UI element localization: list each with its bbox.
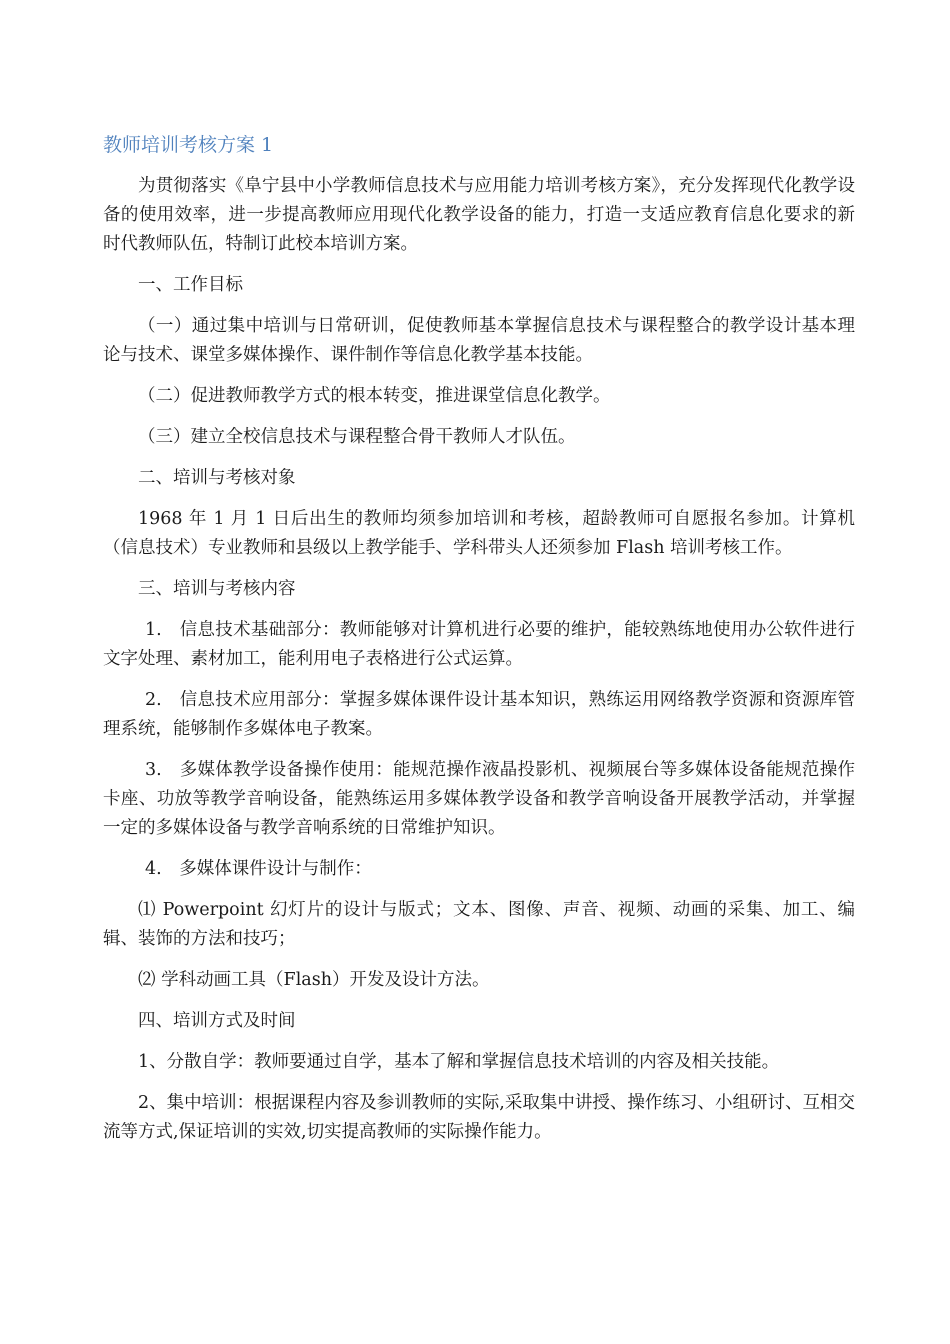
section-heading-goals: 一、工作目标 — [138, 275, 243, 295]
document-body — [103, 172, 855, 1159]
goal-item-2: （二）促进教师教学方式的根本转变，推进课堂信息化教学。 — [138, 386, 611, 406]
section-heading-targets: 二、培训与考核对象 — [138, 468, 296, 488]
content-subitem-1: ⑴ Powerpoint 幻灯片的设计与版式；文本、图像、声音、视频、动画的采集、加工、编辑、装饰的方法和技巧； — [103, 900, 855, 949]
method-item-2: 2、集中培训：根据课程内容及参训教师的实际,采取集中讲授、操作练习、小组研讨、互相交流等方式,保证培训的实效,切实提高教师的实际操作能力。 — [103, 1093, 855, 1142]
goal-item-1: （一）通过集中培训与日常研训，促使教师基本掌握信息技术与课程整合的教学设计基本理论与技术、课堂多媒体操作、课件制作等信息化教学基本技能。 — [103, 316, 855, 365]
section-heading-content: 三、培训与考核内容 — [138, 579, 296, 599]
document-title: 教师培训考核方案 1 — [103, 134, 274, 156]
content-item-1: 1. 信息技术基础部分：教师能够对计算机进行必要的维护，能较熟练地使用办公软件进行文字处理、素材加工，能利用电子表格进行公式运算。 — [103, 620, 855, 669]
content-subitem-2: ⑵ 学科动画工具（Flash）开发及设计方法。 — [138, 970, 490, 990]
method-item-1: 1、分散自学：教师要通过自学，基本了解和掌握信息技术培训的内容及相关技能。 — [138, 1052, 780, 1072]
section-heading-methods: 四、培训方式及时间 — [138, 1011, 296, 1031]
goal-item-3: （三）建立全校信息技术与课程整合骨干教师人才队伍。 — [138, 427, 576, 447]
intro-paragraph: 为贯彻落实《阜宁县中小学教师信息技术与应用能力培训考核方案》，充分发挥现代化教学设备的使用效率，进一步提高教师应用现代化教学设备的能力，打造一支适应教育信息化要求的新时代教师队伍，特制订此校本培训方案。 — [103, 176, 855, 254]
content-item-2: 2. 信息技术应用部分：掌握多媒体课件设计基本知识，熟练运用网络教学资源和资源库管理系统，能够制作多媒体电子教案。 — [103, 690, 855, 739]
targets-paragraph: 1968 年 1 月 1 日后出生的教师均须参加培训和考核，超龄教师可自愿报名参加。计算机（信息技术）专业教师和县级以上教学能手、学科带头人还须参加 Flash 培训考核工作。 — [103, 509, 855, 558]
content-item-3: 3. 多媒体教学设备操作使用：能规范操作液晶投影机、视频展台等多媒体设备能规范操作卡座、功放等教学音响设备，能熟练运用多媒体教学设备和教学音响设备开展教学活动，并掌握一定的多媒体设备与教学音响系统的日常维护知识。 — [103, 760, 855, 838]
content-item-4: 4. 多媒体课件设计与制作： — [145, 859, 372, 879]
